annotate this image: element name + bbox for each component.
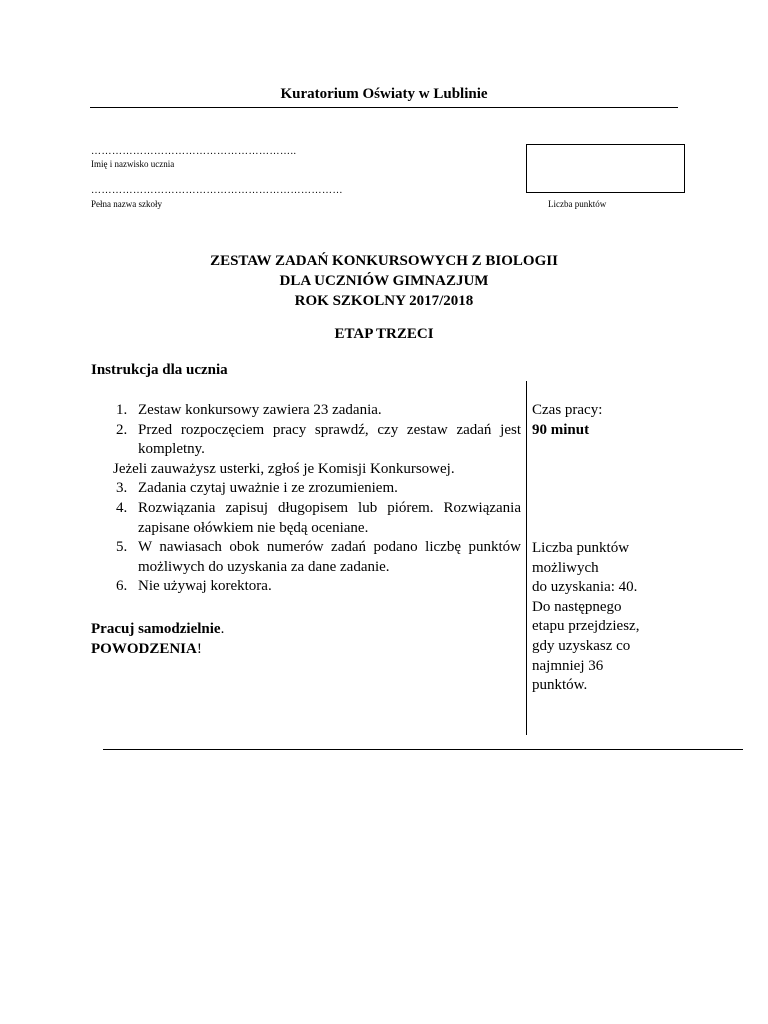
points-info-line-2: możliwych [532, 559, 599, 576]
competition-title [90, 251, 678, 311]
points-info-line-1: Liczba punktów [532, 540, 630, 556]
column-divider [526, 381, 527, 735]
work-alone-text: Pracuj samodzielnie [91, 621, 221, 637]
instruction-text: Zestaw konkursowy zawiera 23 zadania. [138, 402, 382, 418]
instructions-list [91, 401, 521, 597]
instruction-text: Nie używaj korektora. [138, 578, 272, 595]
instruction-text: W nawiasach obok numerów zadań podano liczbę punktów możliwych do uzyskania za dane zadanie. [138, 539, 521, 575]
time-value: 90 minut [532, 421, 590, 438]
instruction-text: Przed rozpoczęciem pracy sprawdź, czy zestaw zadań jest kompletny. [138, 421, 521, 458]
instruction-number: 3. [116, 480, 128, 497]
title-line-3: ROK SZKOLNY 2017/2018 [294, 293, 474, 309]
instruction-number: 6. [116, 578, 128, 595]
points-info-line-7: najmniej 36 [532, 657, 604, 674]
header-divider [90, 107, 678, 108]
good-luck-line [91, 639, 224, 659]
instruction-number: 1. [116, 402, 128, 418]
instruction-number: 4. [116, 499, 128, 516]
instruction-number: 5. [116, 539, 128, 556]
instruction-text: Zadania czytaj uważnie i ze zrozumieniem. [138, 480, 398, 497]
points-info-line-6: gdy uzyskasz co [532, 637, 631, 654]
instruction-item-4 [91, 499, 521, 538]
instruction-item-6 [91, 577, 521, 597]
work-alone-line [91, 619, 224, 639]
instruction-item-1 [91, 401, 521, 421]
instruction-item-2 [91, 421, 521, 460]
student-name-label: Imię i nazwisko ucznia [91, 159, 175, 169]
title-line-1: ZESTAW ZADAŃ KONKURSOWYCH Z BIOLOGII [210, 253, 558, 269]
good-luck-text: POWODZENIA [91, 641, 197, 657]
student-name-dots: ………………………………………………….. [91, 146, 297, 157]
points-box-label: Liczba punktów [548, 199, 607, 209]
points-info-line-4: Do następnego [532, 598, 622, 615]
points-info-line-5: etapu przejdziesz, [532, 618, 640, 635]
instruction-text: Rozwiązania zapisuj długopisem lub piórem. Rozwiązania zapisane ołówkiem nie będą oceniane. [138, 499, 521, 536]
instruction-item-3 [91, 479, 521, 499]
points-info-line-8: punktów. [532, 677, 588, 694]
closing-text [91, 619, 224, 659]
instructions-heading: Instrukcja dla ucznia [91, 362, 228, 378]
points-info-line-3: do uzyskania: 40. [532, 579, 638, 596]
stage-title: ETAP TRZECI [334, 326, 434, 342]
bottom-divider [103, 749, 743, 750]
good-luck-punct: ! [196, 641, 202, 657]
time-info [532, 401, 672, 440]
instruction-number: 2. [116, 421, 128, 438]
instruction-note: Jeżeli zauważysz usterki, zgłoś je Komisji Konkursowej. [113, 460, 455, 477]
instruction-item-5 [91, 538, 521, 577]
institution-title: Kuratorium Oświaty w Lublinie [280, 86, 488, 102]
work-alone-punct: . [220, 621, 225, 637]
title-line-2: DLA UCZNIÓW GIMNAZJUM [279, 273, 489, 289]
points-box [526, 144, 685, 193]
time-label: Czas pracy: [532, 402, 603, 418]
points-info [532, 539, 672, 696]
school-name-label: Pełna nazwa szkoły [91, 199, 162, 209]
school-name-dots: ……………………………………………………………… [91, 185, 343, 196]
